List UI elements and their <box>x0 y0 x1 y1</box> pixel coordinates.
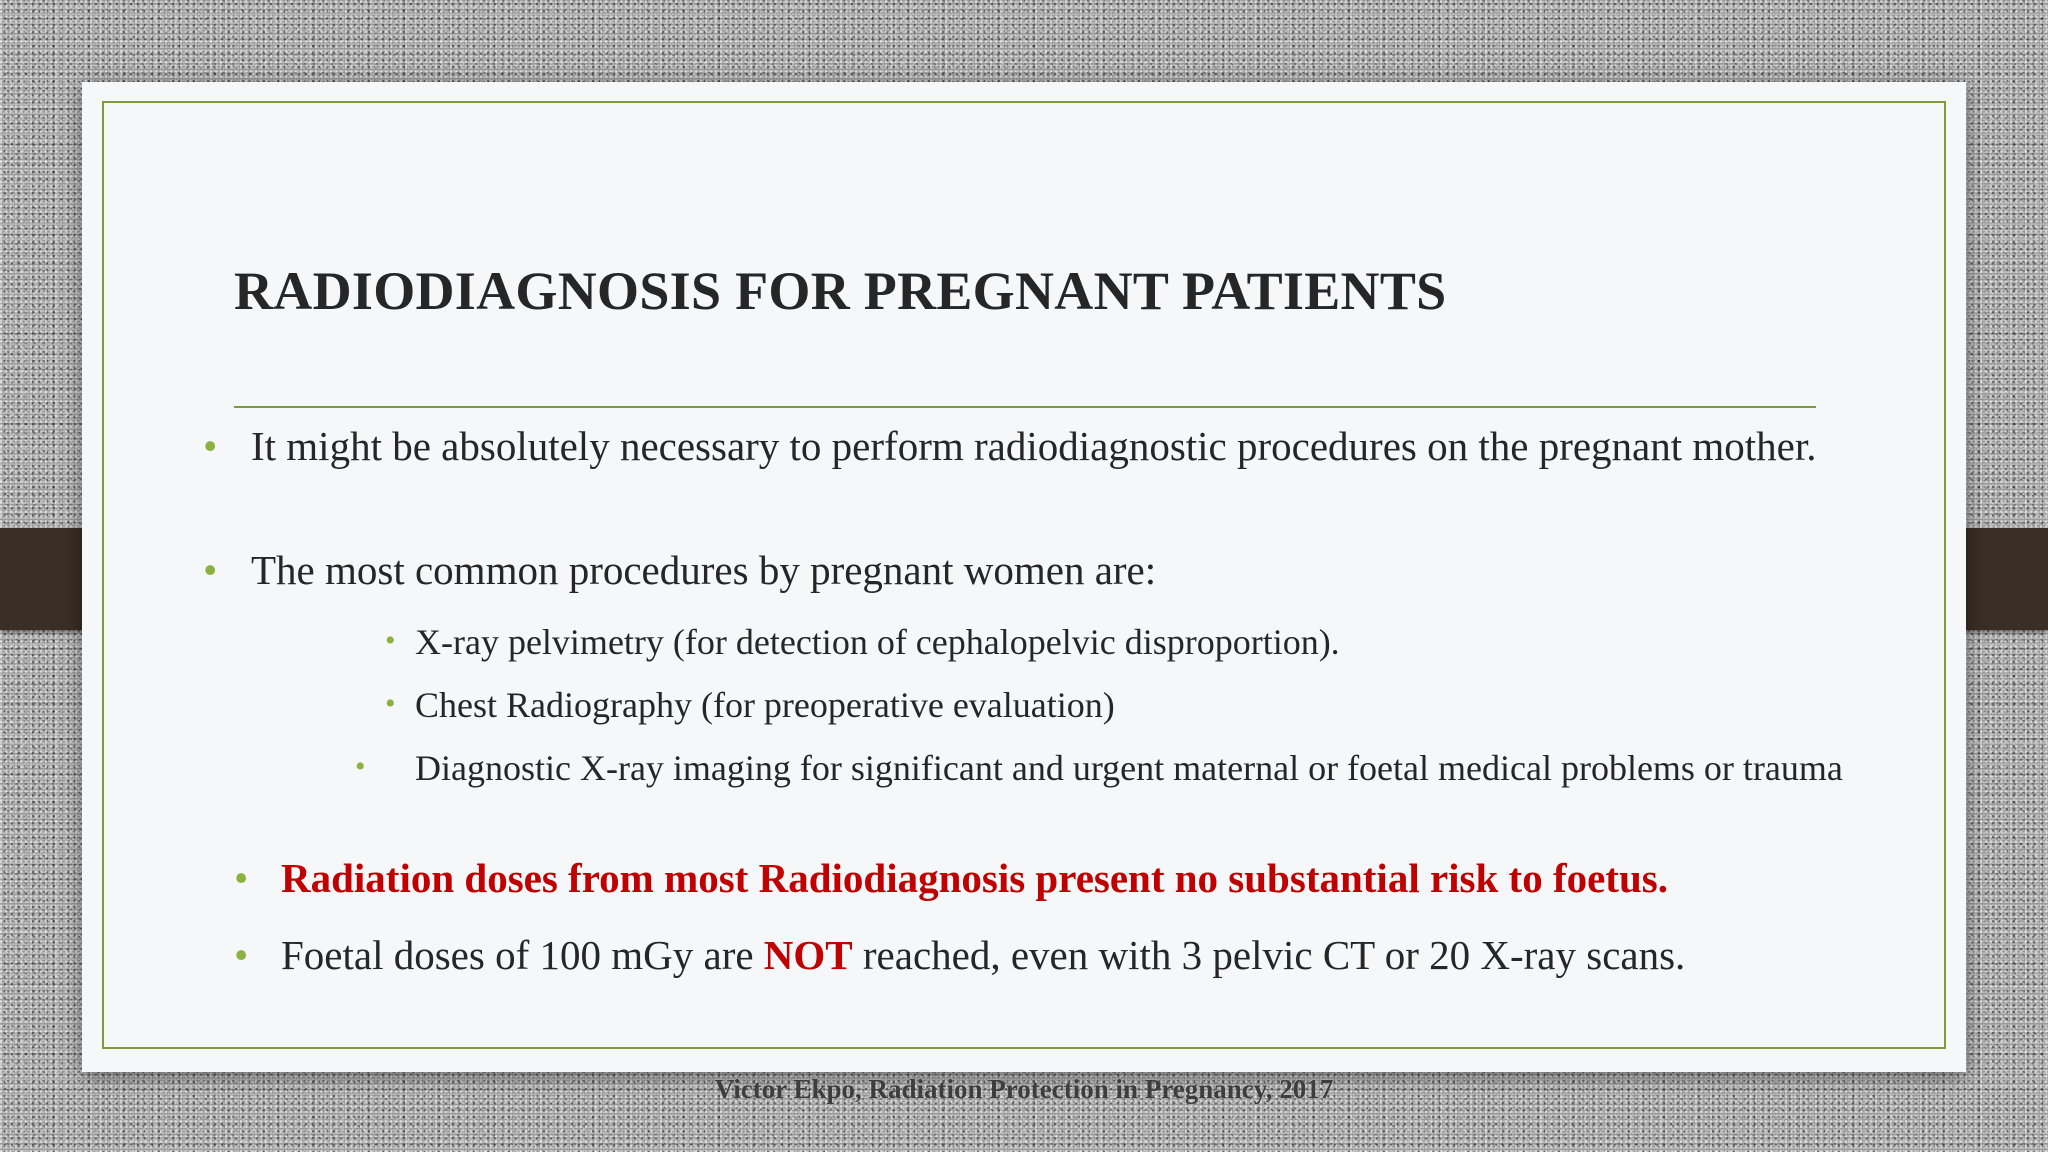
slide-title: RADIODIAGNOSIS FOR PREGNANT PATIENTS <box>234 261 1447 321</box>
bullet-text-after: reached, even with 3 pelvic CT or 20 X-ray scans. <box>862 932 1686 978</box>
bullet-text: It might be absolutely necessary to perform radiodiagnostic procedures on the pregnant mother. <box>251 423 1817 469</box>
emphasis-not: NOT <box>763 932 853 978</box>
bullet-marker: • <box>203 423 218 469</box>
sub-bullet-item-3 <box>355 744 1925 791</box>
sub-bullet-marker: • <box>355 750 366 783</box>
title-divider <box>234 406 1816 408</box>
sub-bullet-text: Diagnostic X-ray imaging for significant and urgent maternal or foetal medical problems or trauma <box>415 748 1843 788</box>
bullet-text: The most common procedures by pregnant women are: <box>251 547 1157 593</box>
bullet-text-emphasized: Radiation doses from most Radiodiagnosis present no substantial risk to foetus. <box>281 855 1668 901</box>
bullet-item-2 <box>203 545 1903 595</box>
sub-bullet-item-1 <box>385 618 1340 665</box>
bullet-marker: • <box>203 547 218 593</box>
bullet-item-3-highlight <box>234 853 1668 903</box>
sub-bullet-marker: • <box>385 624 396 657</box>
slide-footer-citation: Victor Ekpo, Radiation Protection in Pregnancy, 2017 <box>714 1074 1334 1104</box>
bullet-marker: • <box>234 932 249 978</box>
bullet-marker: • <box>234 855 249 901</box>
bullet-item-4 <box>234 930 1685 980</box>
sub-bullet-marker: • <box>385 687 396 720</box>
bullet-item-1 <box>203 421 1903 471</box>
sub-bullet-text: Chest Radiography (for preoperative evaluation) <box>415 685 1115 725</box>
sub-bullet-item-2 <box>385 681 1115 728</box>
sub-bullet-text: X-ray pelvimetry (for detection of cephalopelvic disproportion). <box>415 622 1340 662</box>
bullet-text-before: Foetal doses of 100 mGy are <box>281 932 754 978</box>
